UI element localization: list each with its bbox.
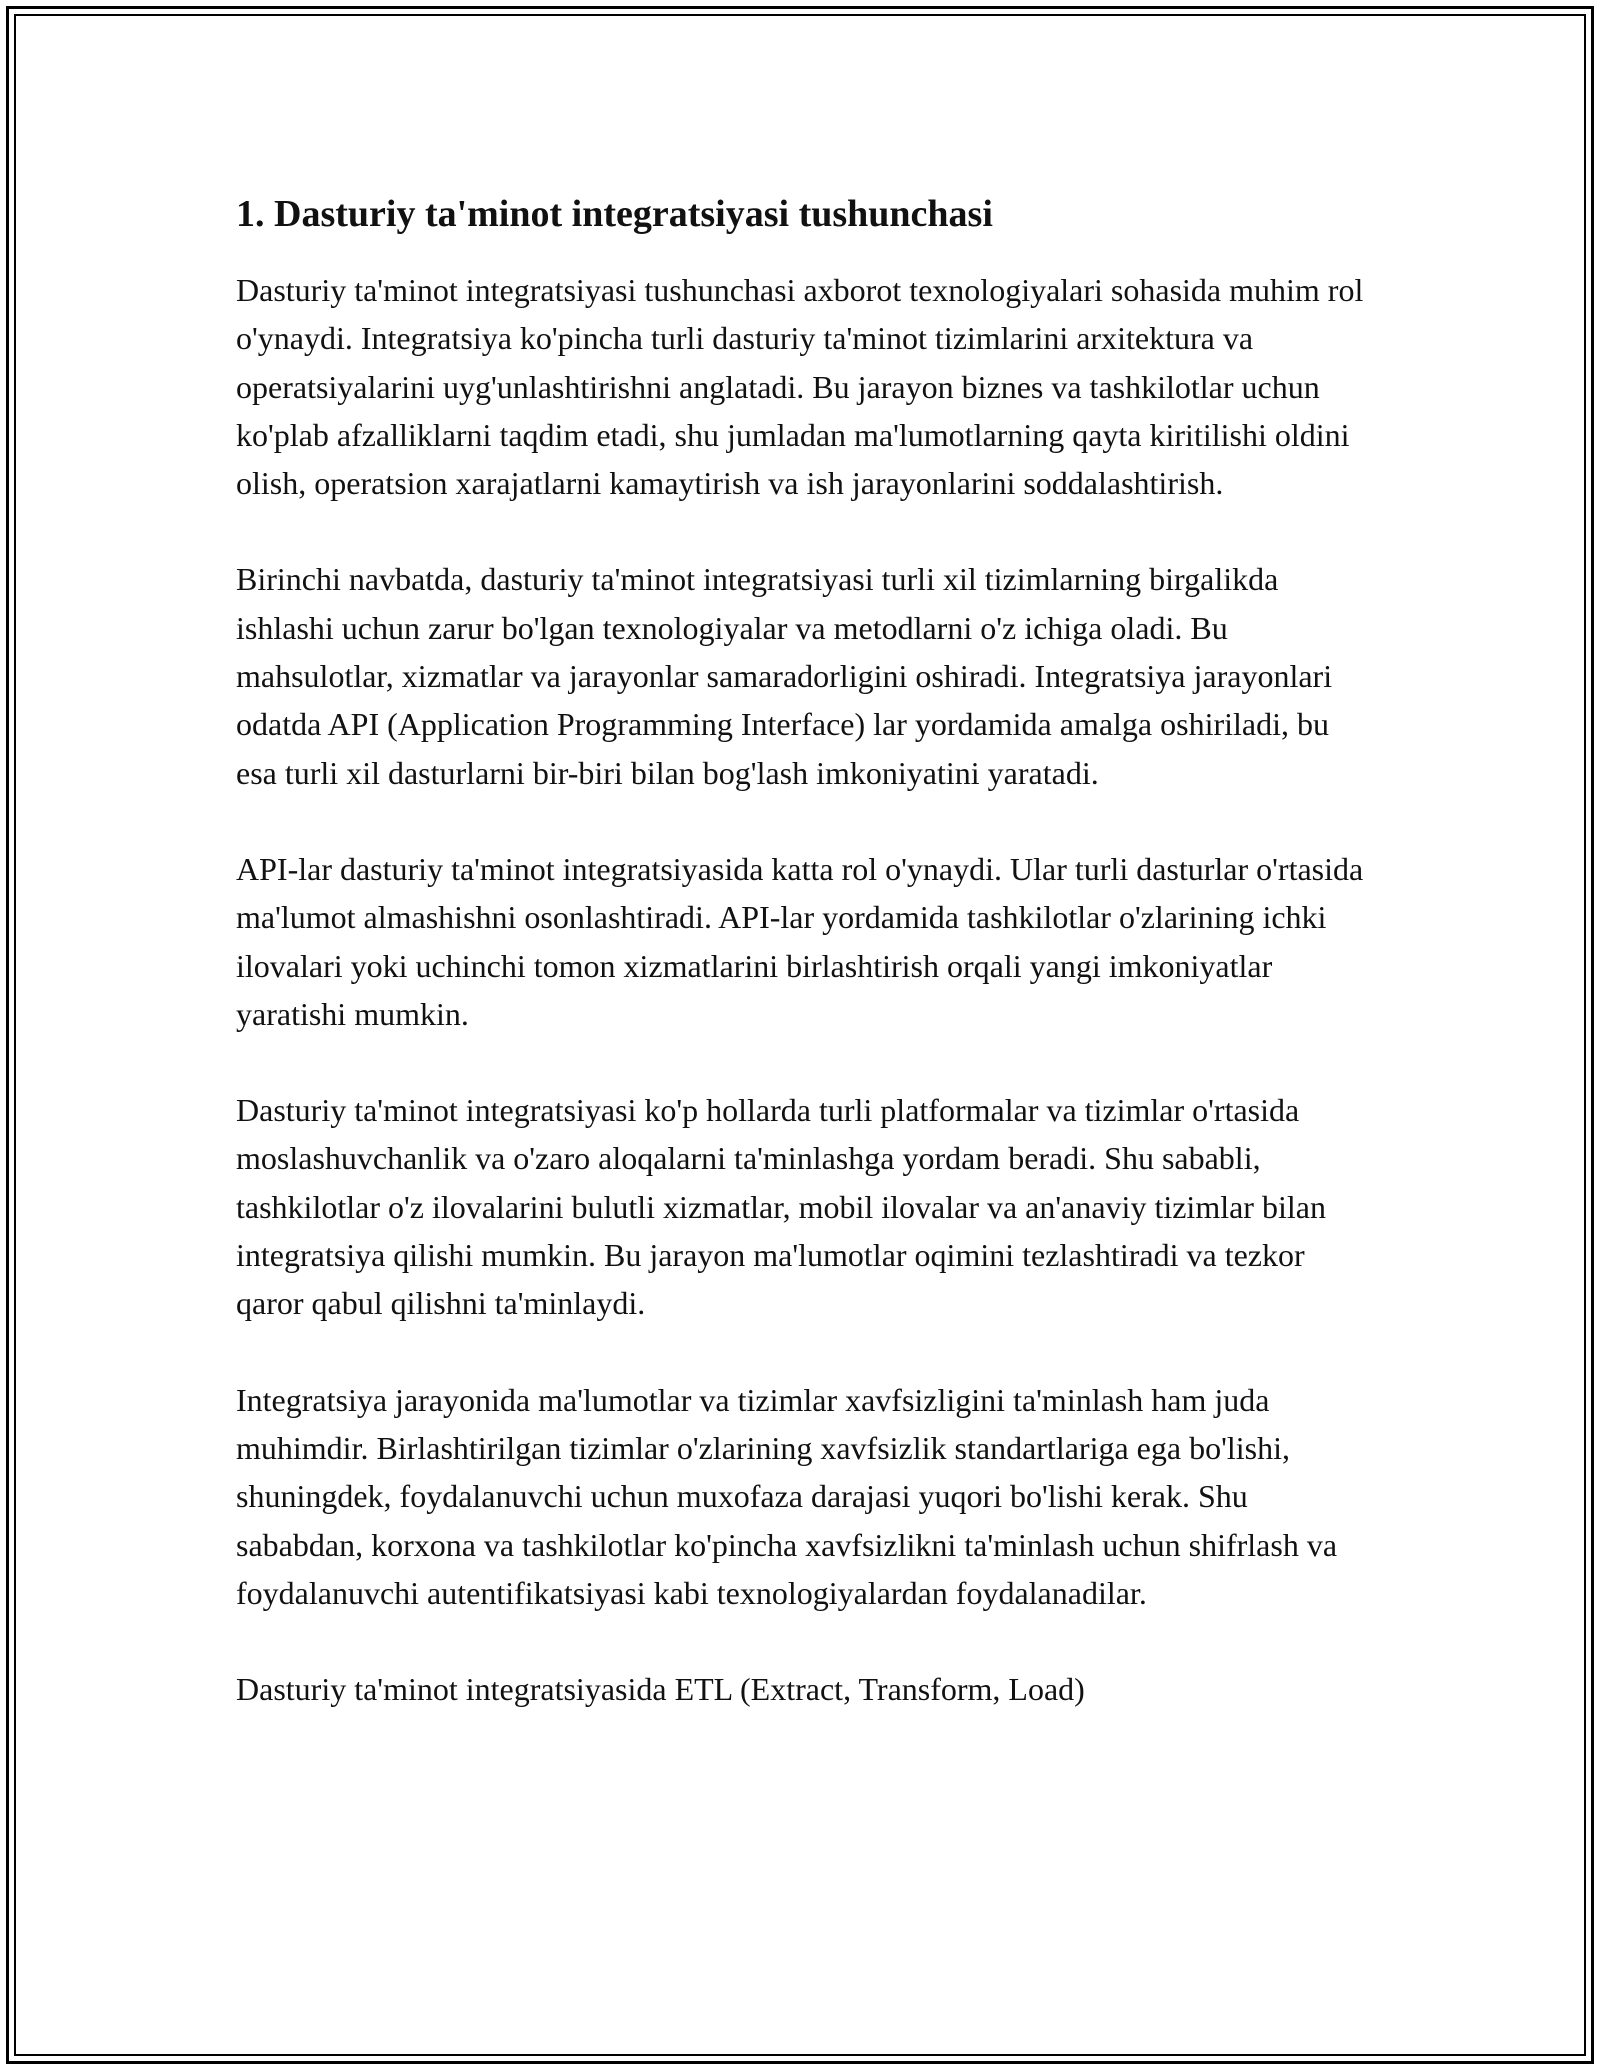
section-heading: 1. Dasturiy ta'minot integratsiyasi tushunchasi (236, 193, 993, 235)
paragraph-5: Integratsiya jarayonida ma'lumotlar va tizimlar xavfsizligini ta'minlash ham juda muhimdir. Birlashtirilgan tizimlar o'zlarining xavfsizlik standartlariga ega bo'lishi, shuningdek, foydalanuvchi uchun muxofaza darajasi yuqori bo'lishi kerak. Shu sababdan, korxona va tashkilotlar ko'pincha xavfsizlikni ta'minlash uchun shifrlash va foydalanuvchi autentifikatsiyasi kabi texnologiyalardan foydalanadilar. (236, 1381, 1338, 1611)
paragraph-6: Dasturiy ta'minot integratsiyasida ETL (Extract, Transform, Load) (236, 1671, 1085, 1708)
paragraph-4: Dasturiy ta'minot integratsiyasi ko'p hollarda turli platformalar va tizimlar o'rtasida moslashuvchanlik va o'zaro aloqalarni ta'minlashga yordam beradi. Shu sababli, tashkilotlar o'z ilovalarini bulutli xizmatlar, mobil ilovalar va an'anaviy tizimlar bilan integratsiya qilishi mumkin. Bu jarayon ma'lumotlar oqimini tezlashtiradi va tezkor qaror qabul qilishni ta'minlaydi. (236, 1092, 1326, 1322)
paragraph-1: Dasturiy ta'minot integratsiyasi tushunchasi axborot texnologiyalari sohasida muhim rol o'ynaydi. Integratsiya ko'pincha turli dasturiy ta'minot tizimlarini arxitektura va operatsiyalarini uyg'unlashtirishni anglatadi. Bu jarayon biznes va tashkilotlar uchun ko'plab afzalliklarni taqdim etadi, shu jumladan ma'lumotlarning qayta kiritilishi oldini olish, operatsion xarajatlarni kamaytirish va ish jarayonlarini soddalashtirish. (236, 272, 1364, 502)
paragraph-2: Birinchi navbatda, dasturiy ta'minot integratsiyasi turli xil tizimlarning birgalikda ishlashi uchun zarur bo'lgan texnologiyalar va metodlarni o'z ichiga oladi. Bu mahsulotlar, xizmatlar va jarayonlar samaradorligini oshiradi. Integratsiya jarayonlari odatda API (Application Programming Interface) lar yordamida amalga oshiriladi, bu esa turli xil dasturlarni bir-biri bilan bog'lash imkoniyatini yaratadi. (236, 561, 1333, 791)
document-content (236, 188, 1376, 1713)
paragraph-3: API-lar dasturiy ta'minot integratsiyasida katta rol o'ynaydi. Ular turli dasturlar o'rtasida ma'lumot almashishni osonlashtiradi. API-lar yordamida tashkilotlar o'zlarining ichki ilovalari yoki uchinchi tomon xizmatlarini birlashtirish orqali yangi imkoniyatlar yaratishi mumkin. (236, 850, 1364, 1032)
